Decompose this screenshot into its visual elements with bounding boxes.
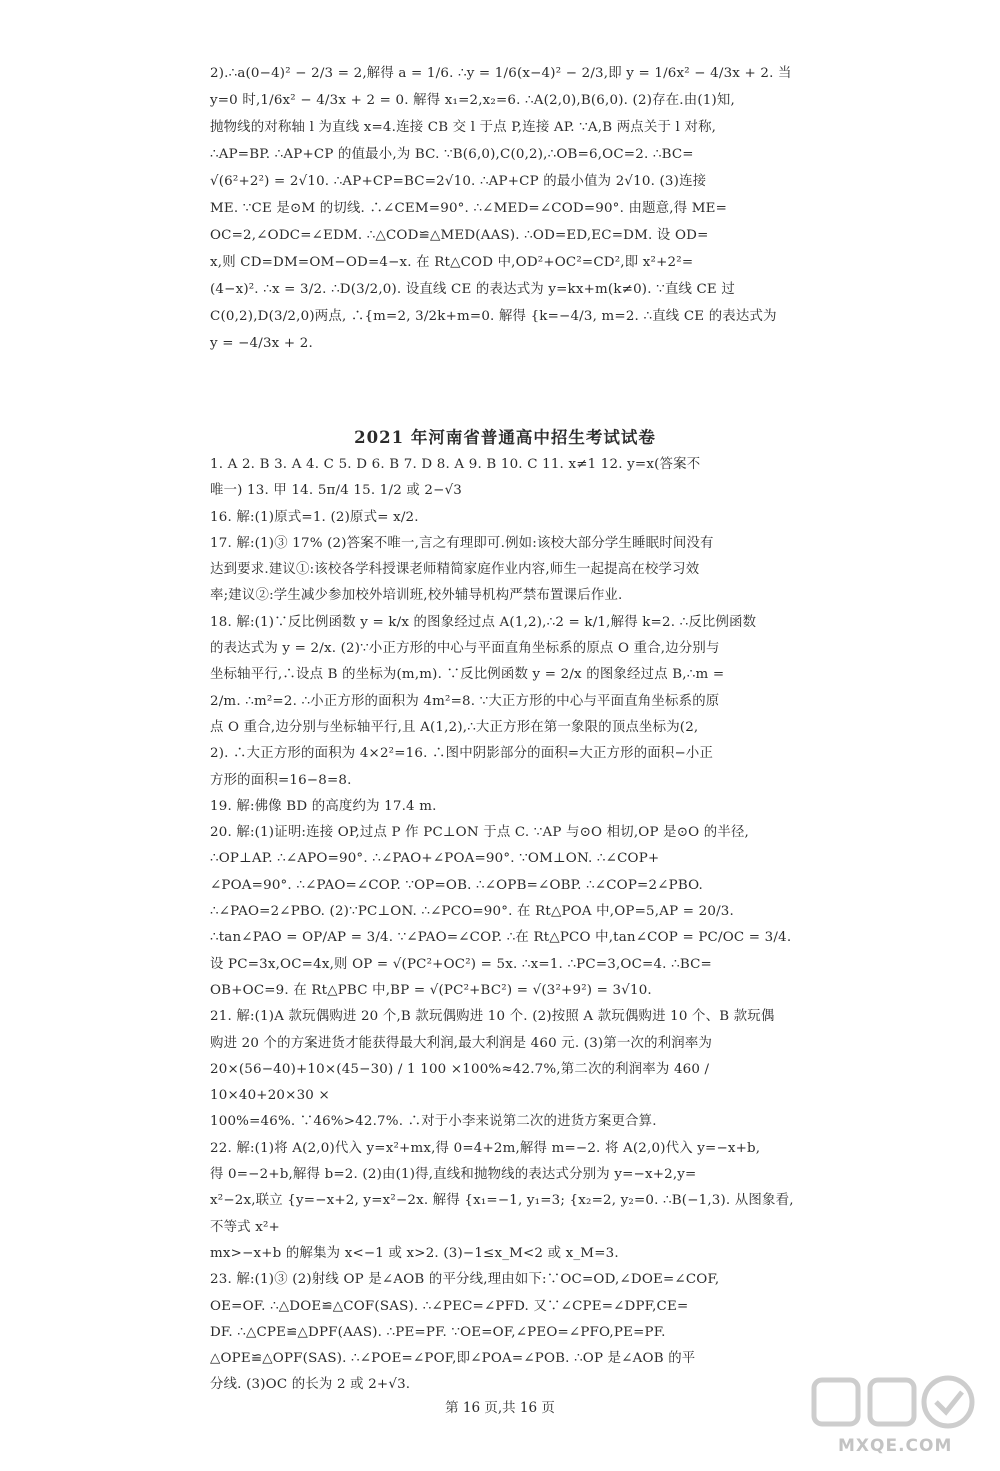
text-line: 设 PC=3x,OC=4x,则 OP = √(PC²+OC²) = 5x. ∴x=1. ∴PC=3,OC=4. ∴BC= (210, 956, 712, 972)
text-line: 坐标轴平行,∴设点 B 的坐标为(m,m). ∵反比例函数 y = 2/x 的图象经过点 B,∴m = (210, 667, 725, 683)
text-line: ME. ∵CE 是⊙M 的切线. ∴∠CEM=90°. ∴∠MED=∠COD=90°. 由题意,得 ME= (210, 201, 728, 216)
text-line: 17. 解:(1)③ 17% (2)答案不唯一,言之有理即可.例如:该校大部分学生睡眠时间没有 (210, 535, 714, 551)
text-line: 分线. (3)OC 的长为 2 或 2+√3. (210, 1377, 411, 1393)
answer-list (210, 452, 800, 1399)
text-line: 21. 解:(1)A 款玩偶购进 20 个,B 款玩偶购进 10 个. (2)按照 A 款玩偶购进 10 个、B 款玩偶 (210, 1009, 775, 1025)
text-line: 22. 解:(1)将 A(2,0)代入 y=x²+mx,得 0=4+2m,解得 m=−2. 将 A(2,0)代入 y=−x+b, (210, 1140, 761, 1156)
text-line: 20. 解:(1)证明:连接 OP,过点 P 作 PC⊥ON 于点 C. ∵AP 与⊙O 相切,OP 是⊙O 的半径, (210, 825, 750, 841)
text-line: 点 O 重合,边分别与坐标轴平行,且 A(1,2),∴大正方形在第一象限的顶点坐标为(2, (210, 719, 699, 735)
text-line: DF. ∴△CPE≌△DPF(AAS). ∴PE=PF. ∵OE=OF,∠PEO=∠PFO,PE=PF. (210, 1324, 666, 1340)
text-line: ∠POA=90°. ∴∠PAO=∠COP. ∵OP=OB. ∴∠OPB=∠OBP. ∴∠COP=2∠PBO. (210, 877, 703, 893)
text-line: 16. 解:(1)原式=1. (2)原式= x/2. (210, 509, 419, 525)
text-line: ∴∠PAO=2∠PBO. (2)∵PC⊥ON. ∴∠PCO=90°. 在 Rt△POA 中,OP=5,AP = 20/3. (210, 904, 734, 920)
previous-answer-continuation (210, 60, 800, 357)
text-line: mx>−x+b 的解集为 x<−1 或 x>2. (3)−1≤x_M<2 或 x_M=3. (210, 1245, 619, 1261)
text-line: 方形的面积=16−8=8. (210, 772, 352, 788)
text-line: △OPE≌△OPF(SAS). ∴∠POE=∠POF,即∠POA=∠POB. ∴OP 是∠AOB 的平 (210, 1351, 696, 1367)
text-line: 20×(56−40)+10×(45−30) / 1 100 ×100%≈42.7%,第二次的利润率为 460 / 10×40+20×30 × (210, 1061, 710, 1104)
text-line: ∴AP=BP. ∴AP+CP 的值最小,为 BC. ∵B(6,0),C(0,2),∴OB=6,OC=2. ∴BC= (210, 147, 694, 162)
text-line: ∴tan∠PAO = OP/AP = 3/4. ∵∠PAO=∠COP. ∴在 Rt△PCO 中,tan∠COP = PC/OC = 3/4. (210, 930, 792, 946)
text-line: 2/m. ∴m²=2. ∴小正方形的面积为 4m²=8. ∵大正方形的中心与平面直角坐标系的原 (210, 693, 720, 709)
text-line: 23. 解:(1)③ (2)射线 OP 是∠AOB 的平分线,理由如下:∵OC=OD,∠DOE=∠COF, (210, 1272, 720, 1288)
text-line: 率;建议②:学生减少参加校外培训班,校外辅导机构严禁布置课后作业. (210, 588, 623, 604)
text-line: 1. A 2. B 3. A 4. C 5. D 6. B 7. D 8. A 9. B 10. C 11. x≠1 12. y=x(答案不 (210, 457, 701, 472)
text-line: 100%=46%. ∵46%>42.7%. ∴对于小李来说第二次的进货方案更合算. (210, 1114, 657, 1130)
text-line: 18. 解:(1)∵反比例函数 y = k/x 的图象经过点 A(1,2),∴2 = k/1,解得 k=2. ∴反比例函数 (210, 614, 757, 630)
text-line: √(6²+2²) = 2√10. ∴AP+CP=BC=2√10. ∴AP+CP 的最小值为 2√10. (3)连接 (210, 174, 707, 189)
watermark (808, 1370, 988, 1465)
answer-stamp-icon (808, 1370, 988, 1440)
section-title: 2021 年河南省普通高中招生考试试卷 (354, 428, 656, 447)
text-line: 唯一) 13. 甲 14. 5π/4 15. 1/2 或 2−√3 (210, 483, 463, 499)
text-line: (4−x)². ∴x = 3/2. ∴D(3/2,0). 设直线 CE 的表达式为 y=kx+m(k≠0). ∵直线 CE 过 (210, 282, 735, 297)
watermark-text: MXQE.COM (838, 1436, 953, 1456)
text-line: y = −4/3x + 2. (210, 336, 313, 351)
text-line: x,则 CD=DM=OM−OD=4−x. 在 Rt△COD 中,OD²+OC²=CD²,即 x²+2²= (210, 255, 694, 270)
text-line: 购进 20 个的方案进货才能获得最大利润,最大利润是 460 元. (3)第一次的利润率为 (210, 1035, 713, 1051)
text-line: 得 0=−2+b,解得 b=2. (2)由(1)得,直线和抛物线的表达式分别为 y=−x+2,y= (210, 1167, 697, 1183)
text-line: 的表达式为 y = 2/x. (2)∵小正方形的中心与平面直角坐标系的原点 O 重合,边分别与 (210, 641, 720, 657)
text-line: 2). ∴大正方形的面积为 4×2²=16. ∴图中阴影部分的面积=大正方形的面积−小正 (210, 746, 714, 762)
text-line: x²−2x,联立 {y=−x+2, y=x²−2x. 解得 {x₁=−1, y₁=3; {x₂=2, y₂=0. ∴B(−1,3). 从图象看,不等式 x²+ (210, 1193, 794, 1235)
text-line: C(0,2),D(3/2,0)两点, ∴{m=2, 3/2k+m=0. 解得 {k=−4/3, m=2. ∴直线 CE 的表达式为 (210, 309, 777, 324)
text-line: 19. 解:佛像 BD 的高度约为 17.4 m. (210, 798, 437, 814)
text-line: ∴OP⊥AP. ∴∠APO=90°. ∴∠PAO+∠POA=90°. ∵OM⊥ON. ∴∠COP+ (210, 851, 660, 867)
page-footer: 第 16 页,共 16 页 (445, 1400, 555, 1416)
text-line: 抛物线的对称轴 l 为直线 x=4.连接 CB 交 l 于点 P,连接 AP. ∵A,B 两点关于 l 对称, (210, 120, 717, 135)
text-line: OB+OC=9. 在 Rt△PBC 中,BP = √(PC²+BC²) = √(3²+9²) = 3√10. (210, 982, 652, 998)
text-line: 2).∴a(0−4)² − 2/3 = 2,解得 a = 1/6. ∴y = 1/6(x−4)² − 2/3,即 y = 1/6x² − 4/3x + 2. 当 (210, 66, 792, 81)
text-line: 达到要求.建议①:该校各学科授课老师精简家庭作业内容,师生一起提高在校学习效 (210, 562, 700, 578)
text-line: OC=2,∠ODC=∠EDM. ∴△COD≌△MED(AAS). ∴OD=ED,EC=DM. 设 OD= (210, 228, 709, 243)
text-line: y=0 时,1/6x² − 4/3x + 2 = 0. 解得 x₁=2,x₂=6. ∴A(2,0),B(6,0). (2)存在.由(1)知, (210, 93, 735, 108)
text-line: OE=OF. ∴△DOE≌△COF(SAS). ∴∠PEC=∠PFD. 又∵∠CPE=∠DPF,CE= (210, 1298, 689, 1314)
